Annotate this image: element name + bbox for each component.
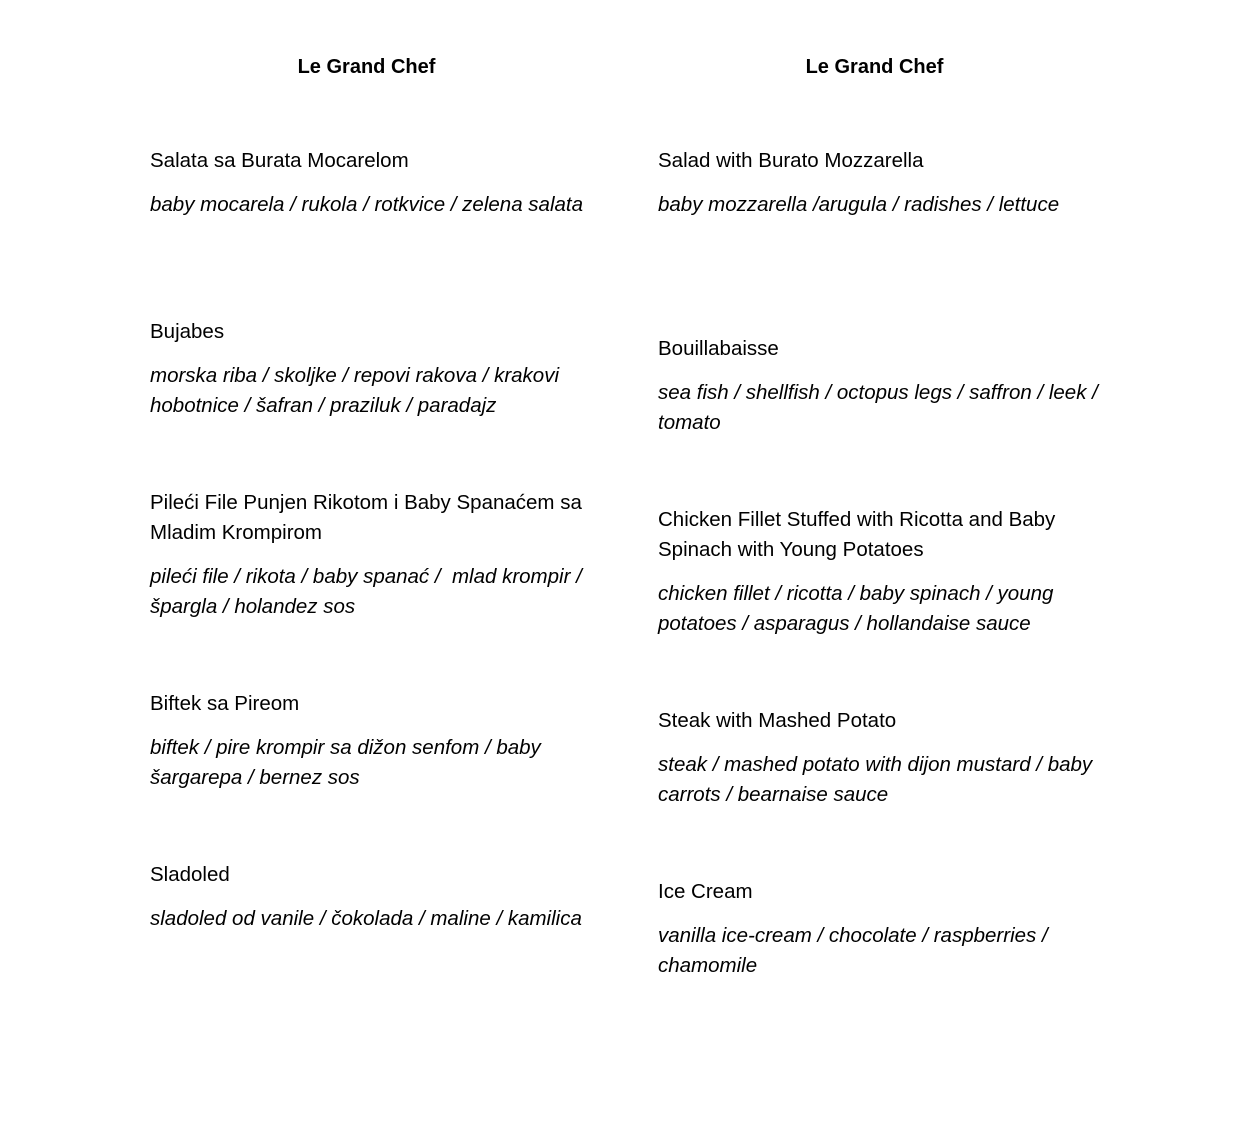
dish-name: Salata sa Burata Mocarelom [150, 149, 409, 172]
dish-description: pileći file / rikota / baby spanać / mlad krompir / špargla / holandez sos [150, 565, 588, 618]
dish-name: Steak with Mashed Potato [658, 709, 897, 732]
menu-item [658, 706, 1098, 810]
menu-item [150, 488, 590, 622]
dish-name: Bujabes [150, 320, 225, 343]
menu-title: Le Grand Chef [297, 56, 436, 78]
dish-description: vanilla ice-cream / chocolate / raspberries / chamomile [658, 924, 1054, 977]
menu-item [658, 334, 1104, 438]
dish-name: Bouillabaisse [658, 337, 779, 360]
menu-item [658, 877, 1098, 981]
dish-name: Salad with Burato Mozzarella [658, 149, 924, 172]
dish-name: Biftek sa Pireom [150, 692, 300, 715]
menu-item [658, 146, 1098, 220]
dish-description: baby mocarela / rukola / rotkvice / zelena salata [150, 193, 583, 216]
dish-description: steak / mashed potato with dijon mustard / baby carrots / bearnaise sauce [658, 753, 1098, 806]
dish-description: sladoled od vanile / čokolada / maline / kamilica [150, 907, 582, 930]
dish-name: Ice Cream [658, 880, 753, 903]
menu-item [658, 505, 1098, 639]
menu-item [150, 689, 590, 793]
dish-description: chicken fillet / ricotta / baby spinach / young potatoes / asparagus / hollandaise sauce [658, 582, 1060, 635]
dish-name: Pileći File Punjen Rikotom i Baby Spanaćem sa Mladim Krompirom [150, 491, 582, 544]
menu-item [150, 146, 590, 220]
menu-item [150, 317, 590, 421]
dish-description: biftek / pire krompir sa dižon senfom / baby šargarepa / bernez sos [150, 736, 547, 789]
menu-title: Le Grand Chef [805, 56, 944, 78]
menu-item [150, 860, 590, 934]
dish-description: morska riba / skoljke / repovi rakova / krakovi hobotnice / šafran / praziluk / paradajz [150, 364, 565, 417]
dish-description: baby mozzarella /arugula / radishes / lettuce [658, 193, 1060, 216]
dish-description: sea fish / shellfish / octopus legs / saffron / leek / tomato [658, 381, 1104, 434]
dish-name: Sladoled [150, 863, 230, 886]
dish-name: Chicken Fillet Stuffed with Ricotta and Baby Spinach with Young Potatoes [658, 508, 1056, 561]
